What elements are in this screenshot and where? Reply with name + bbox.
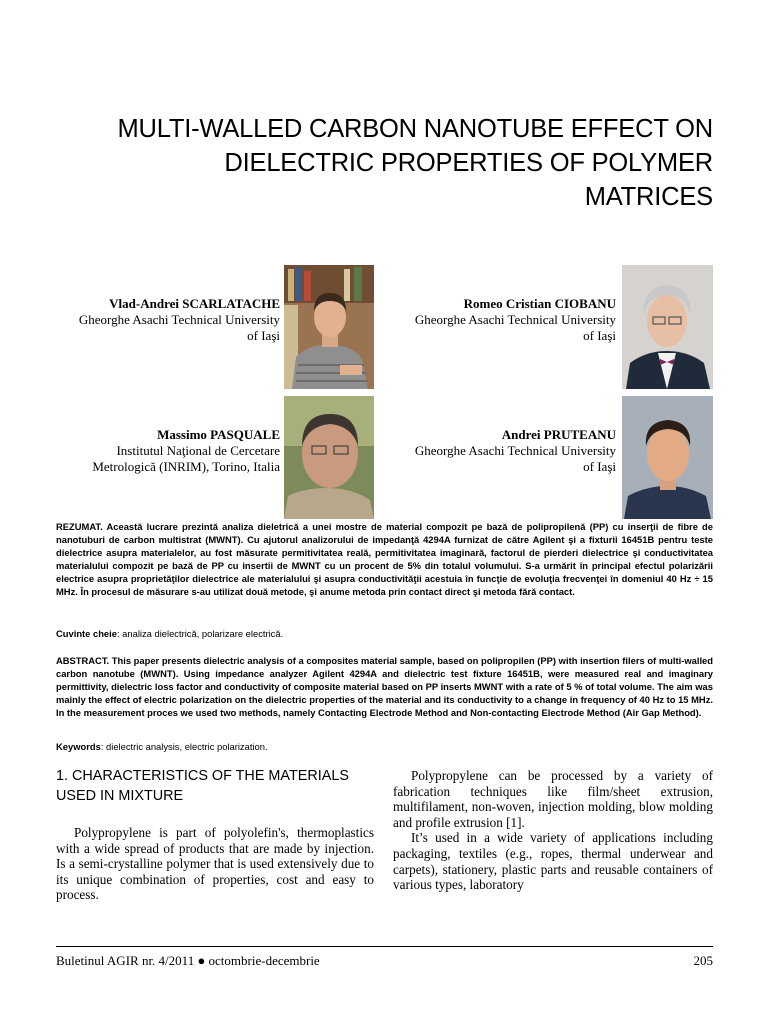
rezumat-paragraph [56, 521, 713, 598]
cuvinte-cheie-label: Cuvinte cheie [56, 628, 117, 639]
left-column [56, 825, 374, 903]
author-affiliation: of Iaşi [583, 459, 616, 474]
body-paragraph: Polypropylene can be processed by a variety of fabrication techniques like film/sheet extrusion, multifilament, non-woven, injection molding, blow molding and profile extrusion [1]. [393, 768, 713, 830]
footer-rule [56, 946, 713, 947]
body-paragraph: Polypropylene is part of polyolefin's, thermoplastics with a wide spread of products that are made by injection. Is a semi-crystalline polymer that is used extensively due to its unique combination of properties, cost and easy to process. [56, 825, 374, 903]
author-affiliation: Gheorghe Asachi Technical University [414, 443, 616, 458]
author-photo-1 [284, 265, 374, 389]
cuvinte-cheie [56, 628, 283, 640]
rezumat-text: Această lucrare prezintă analiza dieletrică a unei mostre de material compozit pe bază de polipropilenă (PP) cu inserţii de fibre de nanotuburi de carbon multistrat (MWNT). Cu ajutorul analizorului de impedanţă 4294A furnizat de către Agilent şi a fixturii 16451B pentru teste dielectrice asupra materialelor, au fost măsurate permitivitatea reală, permitivitatea imaginară, factorul de pierderi dielectrice şi conductivitatea materialului compozit pe bază de PP cu insertii de MWNT cu un procent de 5% din totalul volumului. S-a urmărit în principal efectul polarizării electrice asupra proprietăţilor dielectrice ale materialului şi asupra conductivităţii acestuia în funcţie de evoluţia frecvenţei în domeniul 40 Hz ÷ 15 MHz. În procesul de măsurare s-au utilizat două metode, şi anume metoda prin contact direct şi metoda fără contact. [56, 521, 713, 597]
abstract-paragraph [56, 655, 713, 720]
rezumat-label: REZUMAT. [56, 521, 103, 532]
author-name: Vlad-Andrei SCARLATACHE [109, 296, 280, 311]
author-affiliation: Gheorghe Asachi Technical University [78, 312, 280, 327]
author-affiliation: Metrologică (INRIM), Torino, Italia [92, 459, 280, 474]
author-photo-2 [622, 265, 713, 389]
author-block-3 [40, 427, 280, 475]
body-paragraph: It’s used in a wide variety of applications including packaging, textiles (e.g., ropes, thermal underwear and carpets), stationery, plastic parts and reusable containers of various types, laboratory [393, 830, 713, 893]
page-number: 205 [693, 953, 713, 968]
author-block-2 [370, 296, 616, 344]
author-affiliation: of Iaşi [583, 328, 616, 343]
title-line-1: MULTI-WALLED CARBON NANOTUBE EFFECT ON [117, 115, 713, 143]
author-photo-3 [284, 396, 374, 519]
abstract-text: This paper presents dielectric analysis of a composites material sample, based on polipropilen (PP) with insertion filers of multi-walled carbon nanotube (MWNT). Using impedance analyzer Agilent 4294A and dielectric test fixture 16451B, were measured real and imaginary permittivity, dielectric loss factor and conductivity of composite material based on PP inserts MWNT with a rate of 5 % of total volume. The aim was mainly the effect of electric polarization on the dielectric properties of the material and its conductivity to a change in frequency of 40 Hz to 15 MHz. In the measurement proces we used two methods, namely Contacting Electrode Method and Non-contacting Electrode Method (Air Gap Method). [56, 655, 713, 718]
title-line-3: MATRICES [584, 183, 713, 211]
keywords [56, 741, 268, 753]
cuvinte-cheie-text: : analiza dielectrică, polarizare electrică. [116, 628, 284, 639]
paper-title [56, 112, 713, 214]
section-heading: 1. CHARACTERISTICS OF THE MATERIALS USED IN MIXTURE [56, 768, 349, 804]
author-affiliation: Institutul Naţional de Cercetare [116, 443, 280, 458]
author-name: Romeo Cristian CIOBANU [463, 296, 616, 311]
author-name: Andrei PRUTEANU [501, 427, 616, 442]
title-line-2: DIELECTRIC PROPERTIES OF POLYMER [224, 149, 713, 177]
author-affiliation: of Iaşi [247, 328, 280, 343]
author-block-4 [370, 427, 616, 475]
author-photo-4 [622, 396, 713, 519]
keywords-text: : dielectric analysis, electric polarization. [100, 741, 268, 752]
author-affiliation: Gheorghe Asachi Technical University [414, 312, 616, 327]
right-column [393, 768, 713, 893]
keywords-label: Keywords [56, 741, 101, 752]
author-name: Massimo PASQUALE [157, 427, 280, 442]
footer-journal: Buletinul AGIR nr. 4/2011 ● octombrie-decembrie [56, 953, 320, 968]
author-block-1 [40, 296, 280, 344]
abstract-label: ABSTRACT. [56, 655, 110, 666]
